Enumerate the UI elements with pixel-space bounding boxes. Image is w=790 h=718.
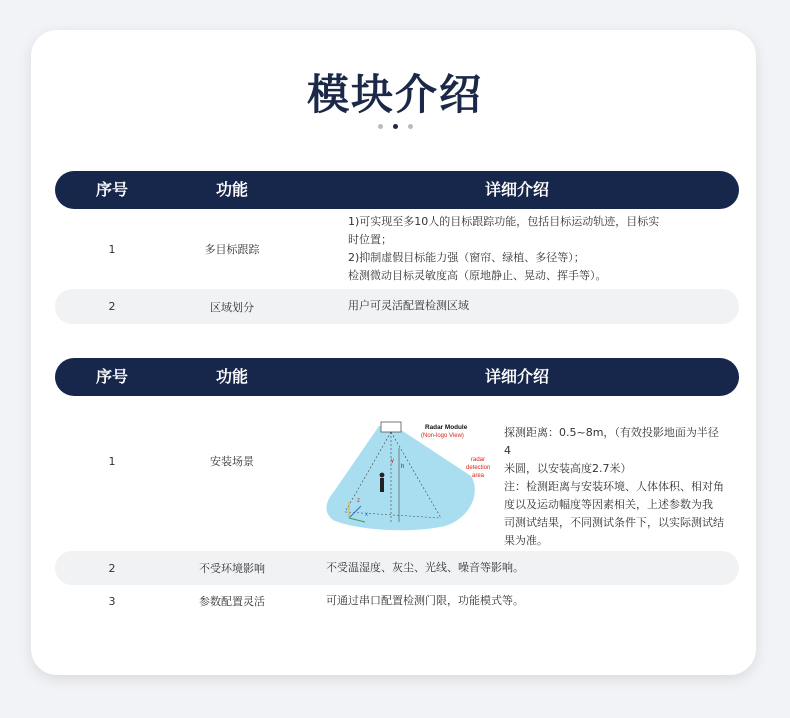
row-detail: 不受温湿度、灰尘、光线、噪音等影响。 bbox=[326, 561, 524, 574]
table-row bbox=[55, 289, 739, 324]
table2-header bbox=[55, 358, 739, 396]
detail-line: 检测微动目标灵敏度高（原地静止、晃动、挥手等）。 bbox=[348, 269, 607, 282]
table-row bbox=[55, 590, 739, 612]
row-number: 2 bbox=[108, 561, 116, 575]
axis-label: h bbox=[401, 464, 405, 470]
detection-label: detection bbox=[466, 465, 491, 471]
row-detail: 可通过串口配置检测门限，功能模式等。 bbox=[326, 594, 524, 607]
row-number: 3 bbox=[108, 594, 116, 608]
axis-label: y bbox=[391, 458, 394, 464]
row-function: 参数配置灵活 bbox=[199, 595, 265, 608]
row-function: 安装场景 bbox=[210, 455, 254, 468]
detail-line: 探测距离：0.5~8m，（有效投影地面为半径4 bbox=[504, 426, 719, 457]
detail-line: 2)抑制虚假目标能力强（窗帘、绿植、多径等）； bbox=[348, 251, 585, 264]
detail-line: 度以及运动幅度等因素相关，上述参数为我 bbox=[504, 498, 713, 511]
page-title: 模块介绍 bbox=[306, 70, 483, 119]
table1-header bbox=[55, 171, 739, 209]
row-number: 1 bbox=[108, 242, 116, 256]
header-detail: 详细介绍 bbox=[484, 367, 549, 386]
table-row bbox=[55, 551, 739, 585]
detail-line: 米圆，以安装高度2.7米） bbox=[504, 462, 632, 475]
row-function: 区域划分 bbox=[210, 300, 254, 314]
non-logo-view-label: (Non-logo View) bbox=[421, 433, 464, 439]
row-detail bbox=[504, 424, 724, 550]
axis-label: x bbox=[365, 512, 368, 518]
carousel-indicator bbox=[0, 124, 790, 129]
header-detail: 详细介绍 bbox=[484, 180, 549, 199]
detail-line: 司测试结果，不同测试条件下，以实际测试结 bbox=[504, 516, 724, 529]
row-detail: 用户可灵活配置检测区域 bbox=[348, 299, 469, 312]
person-icon bbox=[380, 473, 385, 478]
indicator-dot-active[interactable] bbox=[393, 124, 398, 129]
table-row bbox=[55, 213, 739, 285]
header-number: 序号 bbox=[95, 367, 128, 386]
row-detail bbox=[348, 213, 688, 285]
header-number: 序号 bbox=[95, 180, 128, 199]
detail-line: 时位置； bbox=[348, 233, 392, 246]
row-function: 不受环境影响 bbox=[199, 562, 265, 575]
detail-line: 果为准。 bbox=[504, 534, 548, 547]
detail-line: 注：检测距离与安装环境、人体体积、相对角 bbox=[504, 480, 724, 493]
radar-module bbox=[381, 422, 401, 432]
row-number: 2 bbox=[108, 300, 116, 313]
detail-line: 1)可实现至多10人的目标跟踪功能，包括目标运动轨迹，目标实 bbox=[348, 215, 660, 228]
installation-diagram bbox=[321, 418, 497, 532]
detection-label: radar bbox=[471, 457, 486, 463]
axis-label: z bbox=[357, 498, 360, 504]
indicator-dot[interactable] bbox=[408, 124, 413, 129]
row-number: 1 bbox=[108, 454, 116, 468]
radar-module-label: Radar Module bbox=[425, 424, 468, 431]
detection-label: area bbox=[472, 473, 485, 479]
header-function: 功能 bbox=[215, 367, 248, 386]
row-function: 多目标跟踪 bbox=[204, 243, 260, 256]
header-function: 功能 bbox=[215, 180, 248, 199]
indicator-dot[interactable] bbox=[378, 124, 383, 129]
